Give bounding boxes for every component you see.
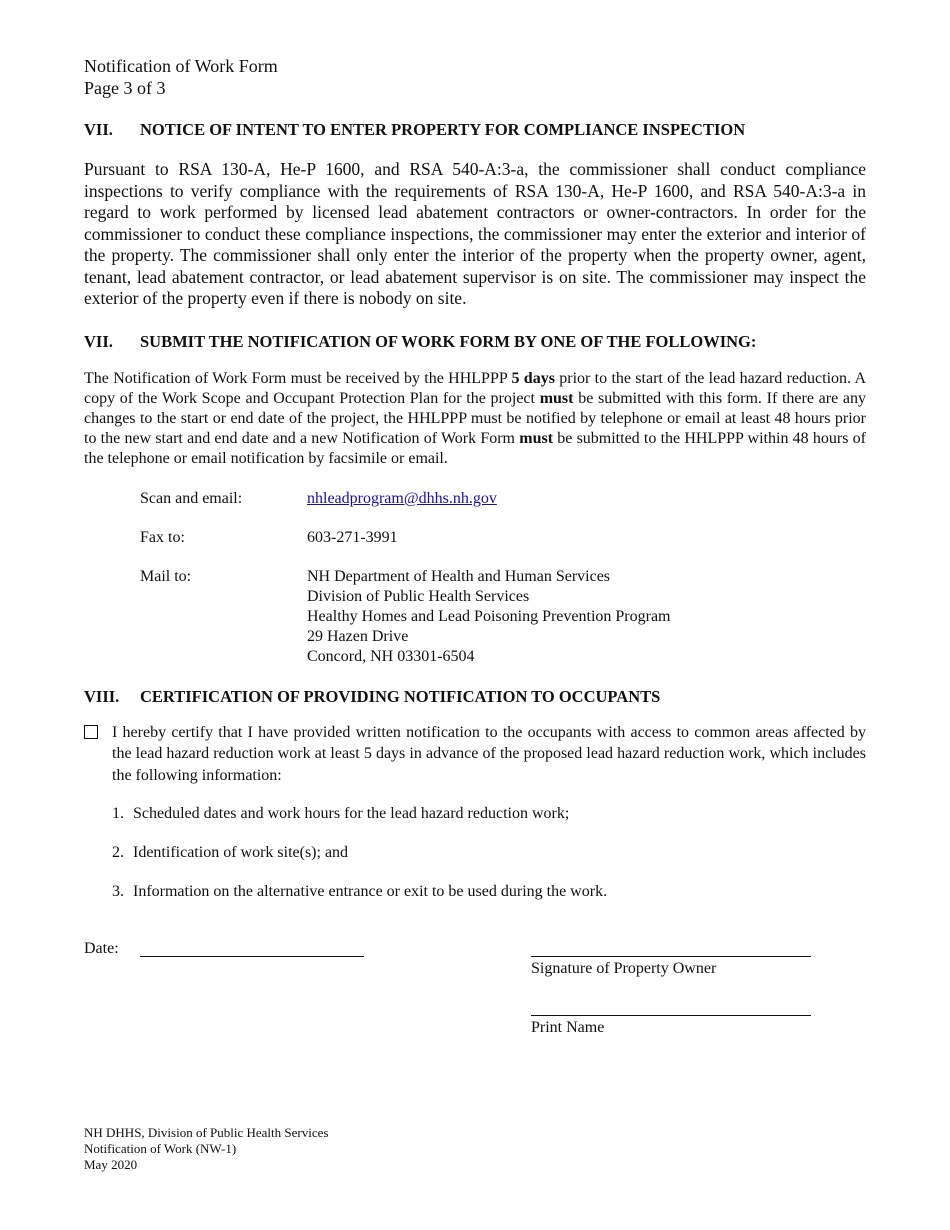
page-number: Page 3 of 3 xyxy=(84,78,166,98)
print-name-line[interactable] xyxy=(531,1015,811,1016)
mail-label: Mail to: xyxy=(140,567,192,585)
emphasis-text: must xyxy=(519,429,554,447)
scan-email-label: Scan and email: xyxy=(140,489,243,507)
section-vii-heading xyxy=(84,120,866,140)
section-title: NOTICE OF INTENT TO ENTER PROPERTY FOR COMPLIANCE INSPECTION xyxy=(140,120,746,139)
submission-paragraph xyxy=(84,369,866,469)
submission-text: The Notification of Work Form must be received by the HHLPPP xyxy=(84,369,512,387)
certification-checkbox[interactable] xyxy=(84,725,98,739)
section-number: VIII. xyxy=(84,686,120,706)
list-text: Identification of work site(s); and xyxy=(133,844,349,861)
list-text: Scheduled dates and work hours for the lead hazard reduction work; xyxy=(133,805,570,822)
address-line: Concord, NH 03301-6504 xyxy=(307,647,475,665)
document-header xyxy=(84,55,866,99)
list-number: 2. xyxy=(112,844,124,861)
submission-text: be submitted to the HHLPPP within 48 hours of the telephone or email notification by facsimile or email. xyxy=(84,429,867,467)
compliance-inspection-paragraph: Pursuant to RSA 130-A, He-P 1600, and RSA 540-A:3-a, the commissioner shall conduct compliance inspections to verify compliance with the requirements of RSA 130-A, He-P 1600, and RSA 540-A:3-a in regard to work performed by licensed lead abatement contractors or owner-contractors. In order for the commissioner to conduct these compliance inspections, the commissioner may enter the exterior and interior of the property. The commissioner shall only enter the interior of the property when the property owner, agent, tenant, lead abatement contractor, or lead abatement supervisor is on site. The commissioner may inspect the exterior of the property even if there is nobody on site. xyxy=(84,159,866,308)
contact-email-row xyxy=(140,489,866,509)
document-footer xyxy=(84,1125,328,1173)
address-line: NH Department of Health and Human Services xyxy=(307,567,611,585)
section-title: SUBMIT THE NOTIFICATION OF WORK FORM BY ONE OF THE FOLLOWING: xyxy=(140,331,757,351)
list-item xyxy=(112,882,866,902)
list-number: 3. xyxy=(112,883,124,900)
fax-number: 603-271-3991 xyxy=(307,528,398,546)
email-link[interactable]: nhleadprogram@dhhs.nh.gov xyxy=(307,489,497,507)
contact-mail-row xyxy=(140,567,866,667)
section-vii-submit-heading xyxy=(84,332,866,352)
section-viii-heading xyxy=(84,687,866,707)
date-label: Date: xyxy=(84,940,119,957)
document-page xyxy=(84,55,866,902)
footer-line: Notification of Work (NW-1) xyxy=(84,1141,237,1156)
submission-text: be submitted with this form. If there are any changes to the start or end date of the project, the HHLPPP must be notified by telephone or email at least 48 hours prior to the new start and end date and a new Notification of Work Form xyxy=(84,389,867,447)
section-title: CERTIFICATION OF PROVIDING NOTIFICATION TO OCCUPANTS xyxy=(140,686,661,706)
emphasis-text: 5 days xyxy=(511,369,555,387)
address-line: 29 Hazen Drive xyxy=(307,627,409,645)
contact-fax-row xyxy=(140,528,866,548)
address-line: Division of Public Health Services xyxy=(307,587,530,605)
address-line: Healthy Homes and Lead Poisoning Prevention Program xyxy=(307,607,671,625)
list-number: 1. xyxy=(112,805,124,822)
date-input-line[interactable] xyxy=(140,956,364,957)
fax-label: Fax to: xyxy=(140,528,185,546)
owner-signature-label: Signature of Property Owner xyxy=(531,960,717,977)
form-title: Notification of Work Form xyxy=(84,56,278,76)
list-item xyxy=(112,843,866,863)
section-number: VII. xyxy=(84,120,113,139)
list-text: Information on the alternative entrance or exit to be used during the work. xyxy=(133,883,608,900)
owner-signature-line[interactable] xyxy=(531,956,811,957)
mailing-address xyxy=(307,567,671,667)
certification-text: I hereby certify that I have provided written notification to the occupants with access to common areas affected by the lead hazard reduction work at least 5 days in advance of the proposed lead hazard reduction work, which includes the following information: xyxy=(112,723,866,784)
list-item xyxy=(112,804,866,824)
section-number: VII. xyxy=(84,331,113,351)
certification-row xyxy=(84,722,866,787)
emphasis-text: must xyxy=(539,389,574,407)
footer-line: May 2020 xyxy=(84,1157,138,1172)
print-name-label: Print Name xyxy=(531,1019,605,1036)
footer-line: NH DHHS, Division of Public Health Services xyxy=(84,1125,329,1140)
submission-text: prior to the start of the lead hazard reduction. A copy of the Work Scope and Occupant Protection Plan for the project xyxy=(84,369,867,407)
